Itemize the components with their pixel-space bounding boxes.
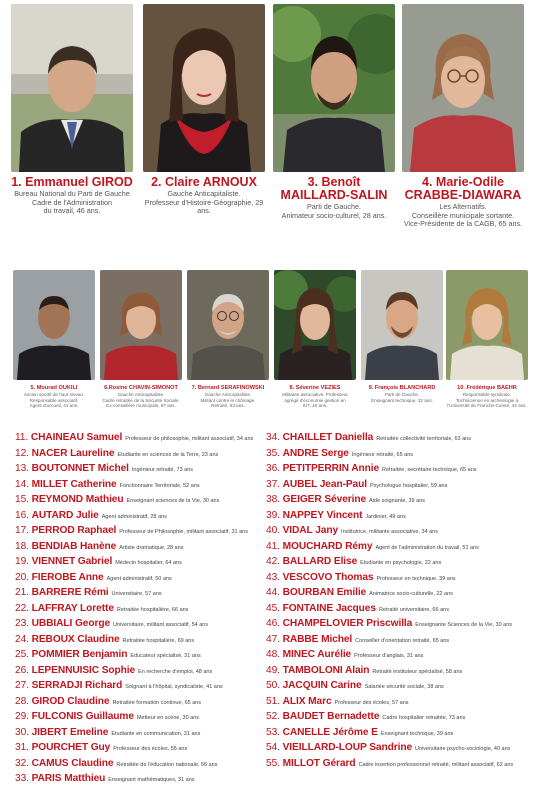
- candidate-description: Universitaire psycho-sociologie, 40 ans: [415, 746, 511, 752]
- candidate-description: Fonctionnaire Territoriale, 52 ans: [119, 482, 200, 489]
- list-item: [266, 444, 538, 460]
- candidate-number: 45.: [266, 602, 280, 614]
- candidate-name-6: 6.Rosine CHAVIN-SIMONOT: [104, 385, 178, 391]
- candidate-number: 48.: [266, 649, 280, 660]
- candidate-number-name: [15, 758, 113, 769]
- candidate-number: 43.: [266, 571, 280, 583]
- candidate-name: LAFFRAY Lorette: [31, 602, 114, 614]
- candidate-number-name: [15, 556, 112, 567]
- candidate-card-6: [100, 270, 182, 409]
- candidate-number: 21.: [15, 587, 29, 598]
- list-item: [266, 475, 538, 491]
- candidate-number-name: [15, 448, 114, 459]
- candidate-name: BARRERE Rémi: [31, 587, 109, 598]
- candidate-number: 36.: [266, 463, 280, 474]
- candidate-number: 23.: [15, 618, 29, 629]
- candidate-name: FIEROBE Anne: [31, 571, 104, 583]
- candidate-number: 29.: [15, 711, 29, 722]
- candidate-number: 17.: [15, 525, 29, 536]
- list-item: [15, 723, 265, 739]
- candidate-name: ALIX Marc: [282, 695, 332, 707]
- list-item: [15, 475, 265, 491]
- candidate-number: 50.: [266, 680, 280, 691]
- candidate-number-name: [266, 618, 412, 629]
- candidate-name: FONTAINE Jacques: [282, 602, 376, 614]
- candidate-description: Enseignant mathématiques, 31 ans: [108, 777, 195, 783]
- candidate-description: Soignant à l'hôpital, syndicaliste, 41 ans: [125, 684, 223, 690]
- candidate-number: 35.: [266, 447, 280, 459]
- candidate-number-name: [266, 727, 378, 738]
- candidate-name: REBOUX Claudine: [31, 633, 120, 645]
- candidate-number: 52.: [266, 711, 280, 722]
- candidate-name: JIBERT Emeline: [31, 726, 109, 738]
- candidate-number-name: [15, 510, 99, 521]
- candidate-name-2: 2. Claire ARNOUX: [151, 175, 257, 189]
- list-item: [266, 738, 538, 754]
- candidate-number-name: [266, 494, 366, 505]
- candidate-name: SERRADJI Richard: [31, 680, 123, 691]
- candidate-desc-3: Parti de Gauche. Animateur socio-culturel, 28 ans.: [281, 202, 387, 220]
- candidate-description: Retraité universitaire, 66 ans: [378, 606, 449, 613]
- candidate-number: 54.: [266, 742, 280, 753]
- candidate-number-name: [266, 758, 355, 769]
- candidate-name: VIDAL Jany: [282, 525, 339, 536]
- candidate-number: 15.: [15, 494, 29, 505]
- candidate-number: 49.: [266, 664, 280, 676]
- list-item: [15, 552, 265, 568]
- candidate-number: 53.: [266, 726, 280, 738]
- candidate-name: POMMIER Benjamin: [31, 649, 128, 660]
- candidate-number-name: [266, 432, 373, 443]
- candidate-number: 55.: [266, 757, 280, 769]
- candidate-card-7: [187, 270, 269, 409]
- candidate-photo-1: [11, 4, 133, 172]
- candidate-name: AUTARD Julie: [31, 509, 99, 521]
- candidate-number-name: [266, 665, 369, 676]
- list-item: [15, 692, 265, 708]
- list-item: [15, 630, 265, 646]
- candidate-number: 24.: [15, 633, 29, 645]
- candidate-description: Aide soignante, 39 ans: [369, 498, 426, 504]
- list-item: [15, 490, 265, 506]
- list-item: [266, 552, 538, 568]
- candidate-desc-10: Responsable syndicale. Technicienne en archéologie à l'Université de Franche-Comté, 44 ans.: [447, 392, 527, 409]
- candidate-name: JACQUIN Carine: [282, 680, 362, 691]
- candidate-number-name: [266, 742, 412, 753]
- candidate-name: BAUDET Bernadette: [282, 711, 380, 722]
- candidate-description: Médecin hospitalier, 64 ans: [115, 560, 182, 566]
- candidate-description: Jardinier, 49 ans: [365, 513, 406, 520]
- candidate-number-name: [266, 603, 376, 614]
- list-item: [15, 583, 265, 599]
- candidate-name: BOURBAN Emilie: [282, 587, 367, 598]
- candidate-description: Institutrice, militante associative, 34 ans: [341, 529, 438, 535]
- candidate-description: Retraitée, secrétaire technique, 65 ans: [382, 467, 477, 473]
- candidate-number: 27.: [15, 680, 29, 691]
- candidate-name-8: 8. Séverine VEZIES: [289, 385, 341, 391]
- candidate-number: 42.: [266, 556, 280, 567]
- candidate-number-name: [15, 665, 135, 676]
- list-item: [266, 583, 538, 599]
- list-item: [15, 707, 265, 723]
- candidate-name: REYMOND Mathieu: [31, 494, 124, 505]
- candidate-desc-9: Parti de Gauche. Enseignant technique, 32 ans.: [371, 392, 433, 403]
- list-item: [15, 459, 265, 475]
- candidate-number: 25.: [15, 649, 29, 660]
- list-item: [266, 723, 538, 739]
- list-item: [15, 614, 265, 630]
- list-item: [266, 428, 538, 444]
- candidate-name: RABBE Michel: [282, 633, 353, 645]
- candidate-description: Metteur en scène, 30 ans: [136, 715, 200, 721]
- list-item: [266, 645, 538, 661]
- candidate-description: Professeur de Philosophie, militant associatif, 31 ans: [119, 529, 248, 535]
- candidate-number-name: [15, 572, 104, 583]
- candidate-name: PETITPERRIN Annie: [282, 463, 380, 474]
- candidate-number-name: [15, 587, 109, 598]
- candidate-number-name: [15, 742, 110, 753]
- candidate-description: Professeur en technique, 39 ans: [376, 575, 456, 582]
- candidate-name-9: 9. François BLANCHARD: [368, 385, 436, 391]
- candidate-number: 40.: [266, 525, 280, 536]
- candidate-card-10: [446, 270, 528, 409]
- candidate-number-name: [266, 525, 338, 536]
- candidate-description: Psychologue hospitalier, 59 ans: [369, 482, 448, 489]
- candidate-name-5: 5. Mourad OUKILI: [30, 385, 78, 391]
- candidate-name: CHAMPELOVIER Priscwilla: [282, 618, 413, 629]
- list-item: [15, 738, 265, 754]
- candidate-desc-1: Bureau National du Parti de Gauche Cadre de l'Administration du travail, 46 ans.: [14, 189, 130, 216]
- candidate-description: Universitaire, 57 ans: [111, 591, 162, 597]
- candidate-number-name: [266, 572, 373, 583]
- list-item: [15, 521, 265, 537]
- candidate-number-name: [266, 556, 357, 567]
- candidate-number-name: [266, 587, 366, 598]
- candidate-card-1: [10, 4, 134, 216]
- candidate-description: Educateur spécialisé, 31 ans: [130, 653, 201, 659]
- candidate-number-name: [15, 432, 122, 443]
- list-item: [266, 692, 538, 708]
- candidate-description: Professeur des écoles, 55 ans: [113, 746, 188, 752]
- candidate-description: Professeur de philosophie, militant associatif, 34 ans: [125, 436, 254, 442]
- list-item: [266, 676, 538, 692]
- list-item: [266, 537, 538, 553]
- candidate-number-name: [266, 463, 379, 474]
- candidate-name: NAPPEY Vincent: [282, 509, 363, 521]
- list-item: [266, 661, 538, 677]
- candidate-number-name: [15, 525, 116, 536]
- candidate-name: FULCONIS Guillaume: [31, 711, 134, 722]
- candidate-number-name: [15, 479, 117, 490]
- candidate-name: PERROD Raphael: [31, 525, 117, 536]
- candidate-name: VIEILLARD-LOUP Sandrine: [282, 742, 413, 753]
- list-item: [15, 661, 265, 677]
- candidate-number-name: [15, 649, 127, 660]
- candidate-number: 30.: [15, 726, 29, 738]
- candidate-number-name: [266, 448, 349, 459]
- candidate-description: Etudiante en psychologie, 22 ans: [360, 560, 442, 566]
- candidate-number: 11.: [15, 432, 29, 443]
- candidate-description: Agent administratif, 50 ans: [106, 575, 172, 582]
- candidate-number: 14.: [15, 478, 29, 490]
- candidate-description: Animatrice socio-culturelle, 22 ans: [369, 591, 453, 597]
- candidate-name: GEIGER Séverine: [282, 494, 367, 505]
- candidate-photo-6: [100, 270, 182, 380]
- candidate-photo-3: [273, 4, 395, 172]
- candidate-number-name: [15, 773, 105, 784]
- candidate-description: Professeur d'anglais, 31 ans: [354, 653, 424, 659]
- candidate-description: Enseignant sciences de la Vie, 30 ans: [126, 498, 220, 504]
- list-item: [266, 754, 538, 770]
- candidate-name: MILLOT Gérard: [282, 757, 356, 769]
- candidate-name: BENDIAB Hanène: [31, 540, 117, 552]
- list-item: [266, 614, 538, 630]
- candidate-name: ANDRE Serge: [282, 447, 349, 459]
- candidate-desc-4: Les Alternatifs. Conseillère municipale sortante. Vice-Présidente de la CAGB, 65 ans.: [403, 202, 523, 229]
- candidate-number-name: [266, 711, 379, 722]
- candidate-number-name: [15, 541, 116, 552]
- candidate-desc-2: Gauche Anticapitaliste. Professeur d'Histoire-Géographie, 29 ans.: [144, 189, 264, 216]
- candidate-number-name: [266, 510, 362, 521]
- list-item: [15, 506, 265, 522]
- candidate-number-name: [266, 696, 332, 707]
- candidate-number-name: [15, 603, 114, 614]
- list-item: [15, 754, 265, 770]
- candidate-number: 16.: [15, 509, 29, 521]
- list-item: [15, 568, 265, 584]
- candidate-number: 26.: [15, 664, 29, 676]
- candidate-description: Agent administratif, 28 ans: [101, 513, 167, 520]
- candidate-number: 18.: [15, 540, 29, 552]
- candidate-photo-7: [187, 270, 269, 380]
- candidate-description: Retraité instituteur spécialisé, 58 ans: [372, 668, 463, 675]
- candidate-description: Retraitée collectivité territoriale, 63 ans: [376, 436, 471, 442]
- candidate-number: 31.: [15, 742, 29, 753]
- candidate-description: Retraitée de l'éducation nationale, 66 ans: [116, 761, 218, 768]
- candidate-number: 13.: [15, 463, 29, 474]
- candidate-photo-4: [402, 4, 524, 172]
- candidate-number-name: [266, 634, 352, 645]
- candidate-name: UBBIALI George: [31, 618, 111, 629]
- candidate-name: MOUCHARD Rémy: [282, 540, 373, 552]
- candidate-description: Retraitée formation continue, 65 ans: [112, 699, 202, 706]
- candidate-name: CHAILLET Daniella: [282, 432, 374, 443]
- list-item: [266, 521, 538, 537]
- candidate-name: CANELLE Jérôme E: [282, 726, 378, 738]
- candidate-number: 47.: [266, 633, 280, 645]
- candidate-name-7: 7. Bernard SERAFINOWSKI: [191, 385, 265, 391]
- candidate-desc-5: Ancien sportif de haut niveau. Responsable associatif. Agent d'accueil, 41 ans.: [23, 392, 85, 409]
- candidate-description: Agent de l'administration du travail, 51 ans: [375, 544, 479, 551]
- candidate-name-1: 1. Emmanuel GIROD: [11, 175, 133, 189]
- candidate-description: Artiste dramatique, 28 ans: [119, 544, 184, 551]
- candidate-number-name: [266, 680, 362, 691]
- candidate-number: 44.: [266, 587, 280, 598]
- candidate-number: 38.: [266, 494, 280, 505]
- candidate-description: Enseignant technique, 39 ans: [380, 730, 454, 737]
- candidate-name: VIENNET Gabriel: [31, 556, 113, 567]
- candidate-list-left: [15, 428, 265, 785]
- candidate-description: Universitaire, militant associatif, 54 ans: [113, 622, 209, 628]
- candidate-description: Professeur des écoles, 57 ans: [334, 699, 409, 706]
- candidate-number: 51.: [266, 695, 280, 707]
- candidate-name-10: 10. Frédérique BAEHR: [457, 385, 517, 391]
- candidate-number-name: [15, 680, 122, 691]
- candidate-description: Retraitée hospitalière, 66 ans: [116, 606, 189, 613]
- candidate-name: VESCOVO Thomas: [282, 571, 374, 583]
- list-item: [266, 599, 538, 615]
- candidate-number: 20.: [15, 571, 29, 583]
- candidate-number: 19.: [15, 556, 29, 567]
- candidate-name: GIROD Claudine: [31, 695, 110, 707]
- candidate-name: POURCHET Guy: [31, 742, 111, 753]
- list-item: [266, 506, 538, 522]
- list-item: [15, 444, 265, 460]
- candidate-number-name: [15, 711, 134, 722]
- candidate-name: MINEC Aurélie: [282, 649, 352, 660]
- middle-candidates: [13, 270, 528, 415]
- candidate-name: BOUTONNET Michel: [31, 463, 129, 474]
- candidate-name: AUBEL Jean-Paul: [282, 478, 367, 490]
- candidate-name-3: 3. Benoît MAILLARD-SALIN: [280, 175, 388, 202]
- candidate-name: BALLARD Elise: [282, 556, 358, 567]
- list-item: [266, 490, 538, 506]
- candidate-description: Ingénieur retraité, 73 ans: [131, 467, 194, 473]
- candidate-photo-2: [143, 4, 265, 172]
- candidate-number: 46.: [266, 618, 280, 629]
- candidate-number: 28.: [15, 695, 29, 707]
- candidate-number-name: [266, 479, 367, 490]
- candidate-desc-7: Gauche Anticapitaliste. Militant contre le chômage. Retraité, 63 ans.: [200, 392, 256, 409]
- list-item: [266, 630, 538, 646]
- list-item: [15, 537, 265, 553]
- candidate-card-2: [142, 4, 266, 216]
- candidate-name: LEPENNUISIC Sophie: [31, 664, 136, 676]
- candidate-number: 22.: [15, 602, 29, 614]
- candidate-number-name: [15, 463, 129, 474]
- candidate-name-4: 4. Marie-Odile CRABBE-DIAWARA: [404, 175, 522, 202]
- candidate-desc-6: Gauche Anticapitaliste. Cadre retraitée de la Sécurité Sociale. Ex-conseillère municipale, 67 ans.: [102, 392, 180, 409]
- candidate-number: 32.: [15, 757, 29, 769]
- candidate-description: Salariée sécurité sociale, 38 ans: [364, 684, 444, 690]
- candidate-photo-10: [446, 270, 528, 380]
- candidate-number-name: [15, 618, 110, 629]
- candidate-number: 12.: [15, 447, 29, 459]
- candidate-description: En recherche d'emploi, 48 ans: [138, 668, 213, 675]
- candidate-name: MILLET Catherine: [31, 478, 117, 490]
- candidate-card-3: [272, 4, 396, 220]
- candidate-number: 34.: [266, 432, 280, 443]
- candidate-card-4: [401, 4, 525, 229]
- candidate-number: 33.: [15, 773, 29, 784]
- list-item: [15, 599, 265, 615]
- candidate-name: NACER Laureline: [31, 447, 115, 459]
- candidate-description: Cadre insertion professionnel retraité, militant associatif, 62 ans: [358, 761, 514, 768]
- candidate-name: CHAINEAU Samuel: [30, 432, 123, 443]
- candidate-description: Enseignante Sciences de la Vie, 30 ans: [415, 622, 513, 628]
- candidate-number-name: [15, 727, 108, 738]
- list-item: [266, 568, 538, 584]
- top-candidates: [10, 4, 534, 240]
- candidate-desc-8: Militante associative. Professeur agrégé d'économie gestion en IUT, 40 ans.: [282, 392, 348, 409]
- list-item: [15, 676, 265, 692]
- candidate-number-name: [15, 494, 124, 505]
- candidate-photo-9: [361, 270, 443, 380]
- candidate-number: 37.: [266, 478, 280, 490]
- candidate-description: Retraitée hospitalière, 69 ans: [122, 637, 195, 644]
- candidate-description: Etudiante en communication, 31 ans: [111, 730, 201, 737]
- candidate-photo-5: [13, 270, 95, 380]
- candidate-name: TAMBOLONI Alain: [282, 664, 370, 676]
- candidate-number: 39.: [266, 509, 280, 521]
- candidate-card-5: [13, 270, 95, 409]
- candidate-description: Cadre hospitalier retraitée, 73 ans: [382, 715, 466, 721]
- candidate-description: Etudiante en sciences de la Terre, 23 ans: [117, 451, 219, 458]
- list-item: [266, 459, 538, 475]
- candidate-photo-8: [274, 270, 356, 380]
- candidate-card-9: [361, 270, 443, 403]
- candidate-number-name: [266, 649, 351, 660]
- candidate-number-name: [15, 696, 109, 707]
- candidate-list-right: [266, 428, 538, 769]
- list-item: [15, 428, 265, 444]
- list-item: [266, 707, 538, 723]
- list-item: [15, 769, 265, 785]
- candidate-number-name: [266, 541, 372, 552]
- candidate-card-8: [274, 270, 356, 409]
- candidate-description: Conseiller d'orientation retraité, 65 ans: [355, 637, 450, 644]
- candidate-name: CAMUS Claudine: [31, 757, 114, 769]
- candidate-name: PARIS Matthieu: [31, 773, 106, 784]
- list-item: [15, 645, 265, 661]
- candidate-description: Ingénieur retraité, 65 ans: [351, 451, 414, 458]
- candidate-number: 41.: [266, 540, 280, 552]
- candidate-number-name: [15, 634, 120, 645]
